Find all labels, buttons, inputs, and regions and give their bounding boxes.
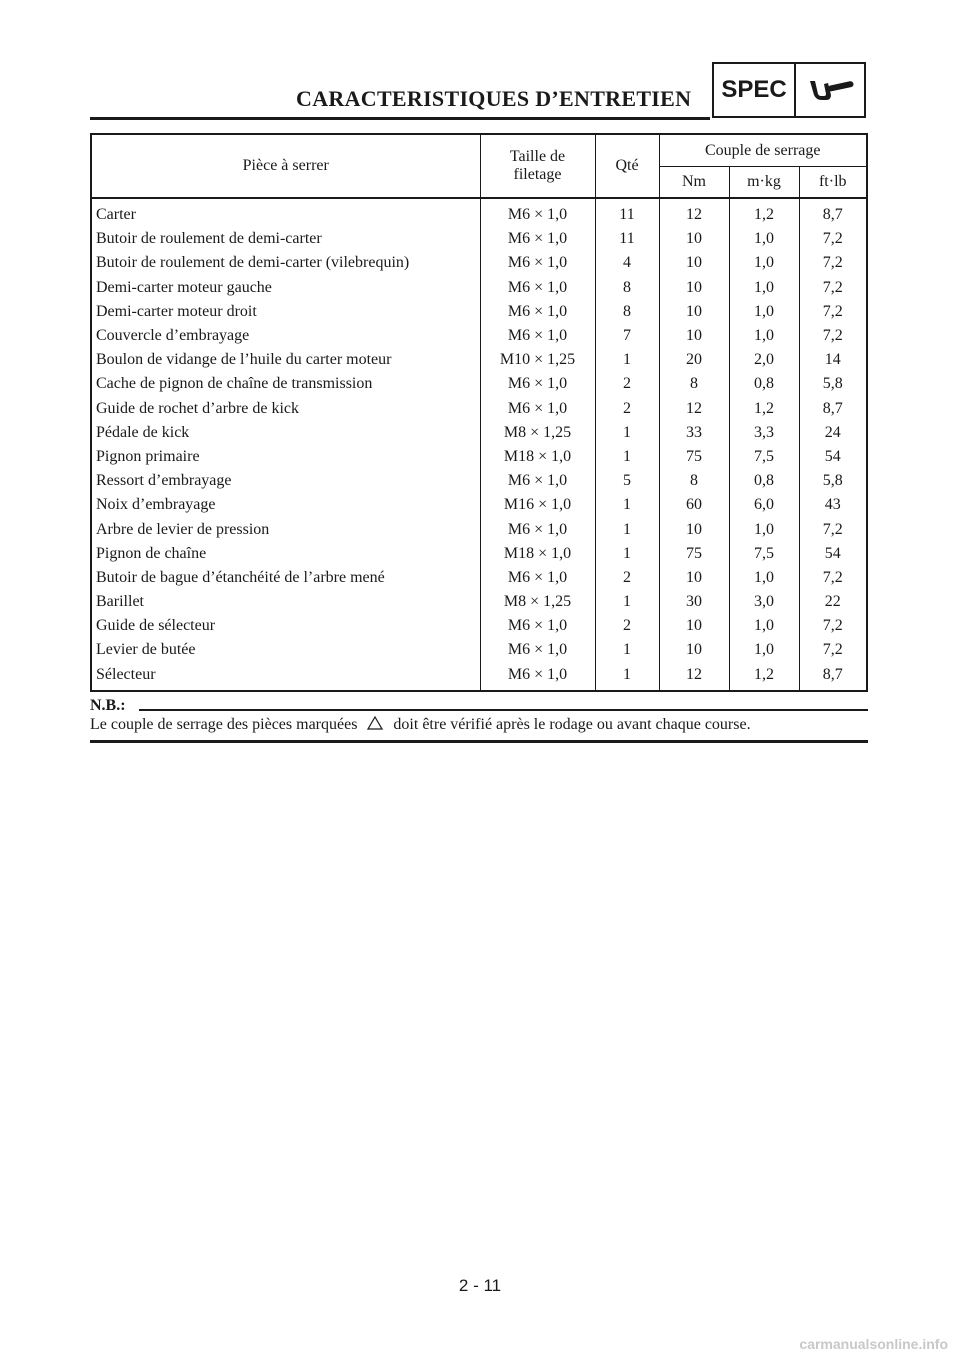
part-cell: Pédale de kick xyxy=(91,421,480,445)
thread-cell: M6 × 1,0 xyxy=(480,517,595,541)
ftlb-cell: 7,2 xyxy=(822,278,843,296)
qty-cell: 5 xyxy=(595,469,659,493)
thread-cell: M6 × 1,0 xyxy=(480,397,595,421)
qty-cell: 2 xyxy=(595,614,659,638)
note-text-after: doit être vérifié après le rodage ou avant chaque course. xyxy=(393,716,751,733)
thread-cell: M16 × 1,0 xyxy=(480,493,595,517)
part-cell: Noix d’embrayage xyxy=(91,493,480,517)
table-row xyxy=(91,517,867,541)
part-cell: Butoir de roulement de demi-carter xyxy=(91,227,480,251)
qty-cell: 1 xyxy=(595,663,659,691)
mkg-cell: 1,2 xyxy=(729,397,799,421)
page-title: CARACTERISTIQUES D’ENTRETIEN xyxy=(296,86,692,111)
table-row xyxy=(91,324,867,348)
ftlb-cell: 54 xyxy=(824,544,841,562)
ftlb-cell: 7,2 xyxy=(822,617,843,635)
ftlb-cell: 7,2 xyxy=(822,230,843,248)
mkg-cell: 1,0 xyxy=(729,517,799,541)
thread-cell: M6 × 1,0 xyxy=(480,663,595,691)
ftlb-cell: 43 xyxy=(824,496,841,514)
ftlb-cell: 8,7 xyxy=(822,665,843,683)
part-cell: Levier de butée xyxy=(91,638,480,662)
qty-cell: 2 xyxy=(595,397,659,421)
ftlb-cell: 7,2 xyxy=(822,641,843,659)
part-cell: Butoir de roulement de demi-carter (vilebrequin) xyxy=(91,251,480,275)
note-label: N.B.: xyxy=(90,697,126,714)
mkg-cell: 1,2 xyxy=(729,663,799,691)
ftlb-cell: 54 xyxy=(824,447,841,465)
mkg-cell: 1,0 xyxy=(729,227,799,251)
ftlb-cell: 7,2 xyxy=(822,520,843,538)
ftlb-cell: 7,2 xyxy=(822,254,843,272)
thread-cell: M18 × 1,0 xyxy=(480,445,595,469)
nm-cell: 75 xyxy=(659,445,729,469)
header-qty: Qté xyxy=(595,134,659,198)
mkg-cell: 6,0 xyxy=(729,493,799,517)
note-text xyxy=(90,716,751,734)
header-unit-nm: Nm xyxy=(659,167,729,199)
header-part: Pièce à serrer xyxy=(91,134,480,198)
mkg-cell: 1,0 xyxy=(729,251,799,275)
header-torque: Couple de serrage xyxy=(704,141,821,159)
thread-cell: M18 × 1,0 xyxy=(480,542,595,566)
part-cell: Ressort d’embrayage xyxy=(91,469,480,493)
triangle-outline-icon xyxy=(367,716,383,730)
ftlb-cell: 7,2 xyxy=(822,327,843,345)
qty-cell: 11 xyxy=(595,227,659,251)
ftlb-cell: 14 xyxy=(824,351,841,369)
mkg-cell: 1,0 xyxy=(729,614,799,638)
header-thread xyxy=(480,134,595,198)
nm-cell: 10 xyxy=(659,566,729,590)
thread-cell: M8 × 1,25 xyxy=(480,590,595,614)
part-cell: Boulon de vidange de l’huile du carter moteur xyxy=(91,348,480,372)
nm-cell: 60 xyxy=(659,493,729,517)
nm-cell: 10 xyxy=(659,638,729,662)
ftlb-cell: 5,8 xyxy=(822,375,843,393)
qty-cell: 4 xyxy=(595,251,659,275)
mkg-cell: 3,0 xyxy=(729,590,799,614)
part-cell: Barillet xyxy=(91,590,480,614)
thread-cell: M6 × 1,0 xyxy=(480,227,595,251)
qty-cell: 2 xyxy=(595,372,659,396)
part-cell: Pignon de chaîne xyxy=(91,542,480,566)
note-text-before: Le couple de serrage des pièces marquées xyxy=(90,716,358,733)
nm-cell: 10 xyxy=(659,251,729,275)
table-row xyxy=(91,227,867,251)
ftlb-cell: 7,2 xyxy=(822,568,843,586)
nm-cell: 12 xyxy=(659,397,729,421)
ftlb-cell: 5,8 xyxy=(822,472,843,490)
part-cell: Carter xyxy=(91,198,480,227)
mkg-cell: 1,0 xyxy=(729,566,799,590)
thread-cell: M6 × 1,0 xyxy=(480,198,595,227)
table-row xyxy=(91,614,867,638)
mkg-cell: 0,8 xyxy=(729,469,799,493)
nm-cell: 8 xyxy=(659,469,729,493)
qty-cell: 1 xyxy=(595,348,659,372)
table-row xyxy=(91,493,867,517)
table-row xyxy=(91,590,867,614)
ftlb-cell: 8,7 xyxy=(822,206,843,224)
nm-cell: 10 xyxy=(659,227,729,251)
nm-cell: 20 xyxy=(659,348,729,372)
thread-cell: M6 × 1,0 xyxy=(480,614,595,638)
thread-cell: M6 × 1,0 xyxy=(480,324,595,348)
qty-cell: 11 xyxy=(595,198,659,227)
mkg-cell: 1,0 xyxy=(729,276,799,300)
ftlb-cell: 8,7 xyxy=(822,399,843,417)
mkg-cell: 2,0 xyxy=(729,348,799,372)
table-row xyxy=(91,445,867,469)
thread-cell: M6 × 1,0 xyxy=(480,276,595,300)
table-row xyxy=(91,348,867,372)
table-row xyxy=(91,638,867,662)
part-cell: Sélecteur xyxy=(91,663,480,691)
table-row xyxy=(91,421,867,445)
table-row xyxy=(91,276,867,300)
nm-cell: 8 xyxy=(659,372,729,396)
spec-label: SPEC xyxy=(714,64,796,116)
mkg-cell: 3,3 xyxy=(729,421,799,445)
part-cell: Cache de pignon de chaîne de transmission xyxy=(91,372,480,396)
table-row xyxy=(91,469,867,493)
table-row xyxy=(91,198,867,227)
thread-cell: M8 × 1,25 xyxy=(480,421,595,445)
torque-table xyxy=(90,133,868,692)
note-rule-top xyxy=(139,709,868,711)
nm-cell: 10 xyxy=(659,300,729,324)
nm-cell: 10 xyxy=(659,324,729,348)
note-rule-bottom xyxy=(90,740,868,743)
nm-cell: 12 xyxy=(659,198,729,227)
qty-cell: 1 xyxy=(595,517,659,541)
header-unit-ftlb: ft·lb xyxy=(799,167,867,199)
mkg-cell: 1,0 xyxy=(729,324,799,348)
spec-badge xyxy=(712,62,866,118)
thread-cell: M6 × 1,0 xyxy=(480,469,595,493)
nm-cell: 75 xyxy=(659,542,729,566)
part-cell: Demi-carter moteur droit xyxy=(91,300,480,324)
thread-cell: M10 × 1,25 xyxy=(480,348,595,372)
thread-cell: M6 × 1,0 xyxy=(480,251,595,275)
header-thread-label: Taille de filetage xyxy=(509,148,566,183)
qty-cell: 1 xyxy=(595,493,659,517)
qty-cell: 1 xyxy=(595,421,659,445)
header-unit-mkg: m·kg xyxy=(729,167,799,199)
nm-cell: 30 xyxy=(659,590,729,614)
table-row xyxy=(91,372,867,396)
qty-cell: 7 xyxy=(595,324,659,348)
mkg-cell: 1,0 xyxy=(729,300,799,324)
part-cell: Arbre de levier de pression xyxy=(91,517,480,541)
mkg-cell: 0,8 xyxy=(729,372,799,396)
qty-cell: 8 xyxy=(595,300,659,324)
qty-cell: 2 xyxy=(595,566,659,590)
mkg-cell: 1,0 xyxy=(729,638,799,662)
watermark: carmanualsonline.info xyxy=(799,1336,948,1352)
ftlb-cell: 22 xyxy=(824,593,841,611)
table-row xyxy=(91,397,867,421)
nm-cell: 10 xyxy=(659,517,729,541)
thread-cell: M6 × 1,0 xyxy=(480,300,595,324)
thread-cell: M6 × 1,0 xyxy=(480,566,595,590)
part-cell: Guide de rochet d’arbre de kick xyxy=(91,397,480,421)
nm-cell: 33 xyxy=(659,421,729,445)
part-cell: Guide de sélecteur xyxy=(91,614,480,638)
qty-cell: 1 xyxy=(595,590,659,614)
page-number: 2 - 11 xyxy=(458,1276,502,1295)
nm-cell: 10 xyxy=(659,614,729,638)
table-row xyxy=(91,300,867,324)
part-cell: Butoir de bague d’étanchéité de l’arbre mené xyxy=(91,566,480,590)
part-cell: Demi-carter moteur gauche xyxy=(91,276,480,300)
ftlb-cell: 24 xyxy=(824,423,841,441)
part-cell: Pignon primaire xyxy=(91,445,480,469)
ftlb-cell: 7,2 xyxy=(822,302,843,320)
table-row xyxy=(91,663,867,691)
table-row xyxy=(91,566,867,590)
thread-cell: M6 × 1,0 xyxy=(480,638,595,662)
table-row xyxy=(91,251,867,275)
nm-cell: 12 xyxy=(659,663,729,691)
qty-cell: 1 xyxy=(595,638,659,662)
nm-cell: 10 xyxy=(659,276,729,300)
mkg-cell: 1,2 xyxy=(729,198,799,227)
qty-cell: 1 xyxy=(595,542,659,566)
part-cell: Couvercle d’embrayage xyxy=(91,324,480,348)
wrench-icon xyxy=(796,64,864,116)
thread-cell: M6 × 1,0 xyxy=(480,372,595,396)
mkg-cell: 7,5 xyxy=(729,445,799,469)
header-rule xyxy=(90,117,710,120)
qty-cell: 1 xyxy=(595,445,659,469)
table-row xyxy=(91,542,867,566)
qty-cell: 8 xyxy=(595,276,659,300)
mkg-cell: 7,5 xyxy=(729,542,799,566)
